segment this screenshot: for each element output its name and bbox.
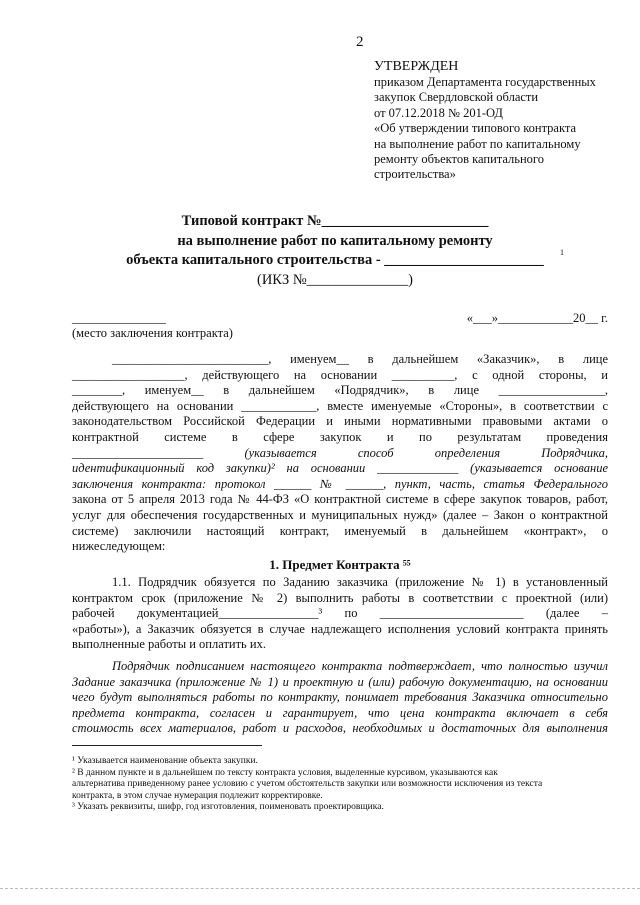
footnote: ² В данном пункте и в дальнейшем по тексту контракта условия, выделенные курсивом, указываются как [72, 767, 498, 778]
title-footnote-ref: 1 [560, 248, 564, 257]
approval-line: закупок Свердловской области [374, 90, 539, 105]
footnote: ³ Указать реквизиты, шифр, год изготовления, поименовать проектировщика. [72, 802, 384, 813]
preamble-line: идентификационный код закупки)² на основании _____________ (указывается основание [72, 461, 608, 476]
footnote: контракта, в этом случае нумерация подлежит корректировке. [72, 790, 323, 801]
section-body [72, 575, 608, 737]
clause-line: рабочей документацией________________³ по _______________________ (далее – [72, 606, 608, 621]
italic-clause-line: чего будут выполняться работы по контракту, понимает требования Заказчика относительно [72, 690, 608, 705]
clause-line: «работы»), а Заказчик обязуется в случае надлежащего исполнения условий контракта принять [72, 621, 608, 636]
footnotes [72, 756, 612, 814]
approval-line: строительства» [374, 167, 456, 182]
title-line-1: Типовой контракт №_______________________ [181, 213, 489, 229]
footnote: ¹ Указывается наименование объекта закупки. [72, 756, 258, 766]
preamble-line: услуг для обеспечения государственных и муниципальных нужд» (далее – Закон о контрактной [72, 507, 608, 522]
italic-clause-line: Подрядчик подписанием настоящего контракта подтверждает, что полностью изучил [112, 658, 608, 673]
clause-line: 1.1. Подрядчик обязуется по Заданию заказчика (приложение № 1) в установленный [112, 575, 608, 589]
preamble-line: контрактной системе в сфере закупок и по результатам проведения [72, 429, 608, 444]
preamble-line: закона от 5 апреля 2013 года № 44-ФЗ «О контрактной системе в сфере закупок товаров, работ, [72, 492, 608, 507]
place-blank: _______________ [72, 311, 166, 325]
place-label: (место заключения контракта) [72, 326, 233, 340]
page-number: 2 [356, 34, 364, 50]
title-ikz: (ИКЗ №______________) [256, 271, 414, 288]
approval-line: ремонту объектов капитального [374, 152, 544, 167]
approval-line: «Об утверждении типового контракта [374, 121, 577, 136]
contract-title [100, 212, 570, 290]
preamble-line: _____________________ (указывается способ определения Подрядчика, [72, 445, 608, 460]
preamble-line: системе) заключили настоящий контракт, именуемый в дальнейшем «контракт», о [72, 523, 608, 538]
footnote-separator [72, 745, 262, 746]
title-line-2: на выполнение работ по капитальному ремонту [177, 232, 493, 249]
date-blank: «___»____________20__ г. [466, 311, 608, 325]
footnote: альтернатива приведенному ранее условию с учетом обстоятельств закупки или возможности исключения из текста [72, 779, 543, 790]
preamble-paragraph [72, 352, 608, 555]
approval-line: приказом Департамента государственных [374, 75, 596, 89]
preamble-line: ________, именуем__ в дальнейшем «Подрядчик», в лице _________________, [72, 383, 608, 398]
preamble-line: _________________________, именуем__ в дальнейшем «Заказчик», в лице [112, 352, 608, 366]
preamble-line: заключения контракта: протокол ______ № ______, пункт, часть, статья Федерального [72, 476, 608, 491]
preamble-line: нижеследующем: [72, 539, 166, 554]
approval-block [374, 58, 624, 183]
preamble-line: законодательством Российской Федерации и иными нормативными правовыми актами о [72, 414, 608, 429]
clause-line: контрактом срок (приложение № 2) выполнить работы в соответствии с проектной (или) [72, 590, 608, 605]
title-line-3: объекта капитального строительства - ______________________ [126, 252, 544, 268]
approval-heading: УТВЕРЖДЕН [374, 59, 459, 74]
preamble-line: действующего на основании ____________, вместе именуемые «Стороны», в соответствии с [72, 398, 608, 413]
italic-clause-line: Задание заказчика (приложение № 1) и проектную и (или) рабочую документацию, на основании [72, 674, 608, 689]
page-bottom-edge [0, 888, 640, 889]
approval-line: от 07.12.2018 № 201-ОД [374, 105, 503, 120]
preamble-line: __________________, действующего на основании __________, с одной стороны, и [72, 367, 608, 382]
approval-line: на выполнение работ по капитальному [374, 136, 581, 151]
italic-clause-line: стоимость всех материалов, работ и расходов, необходимых и достаточных для выполнения [72, 721, 608, 736]
section-heading: 1. Предмет Контракта ⁵⁵ [269, 557, 411, 572]
italic-clause-line: предмета контракта, согласен и гарантирует, что цена контракта включает в себя [72, 705, 608, 720]
clause-line: выполненные работы и оплатить их. [72, 637, 266, 652]
